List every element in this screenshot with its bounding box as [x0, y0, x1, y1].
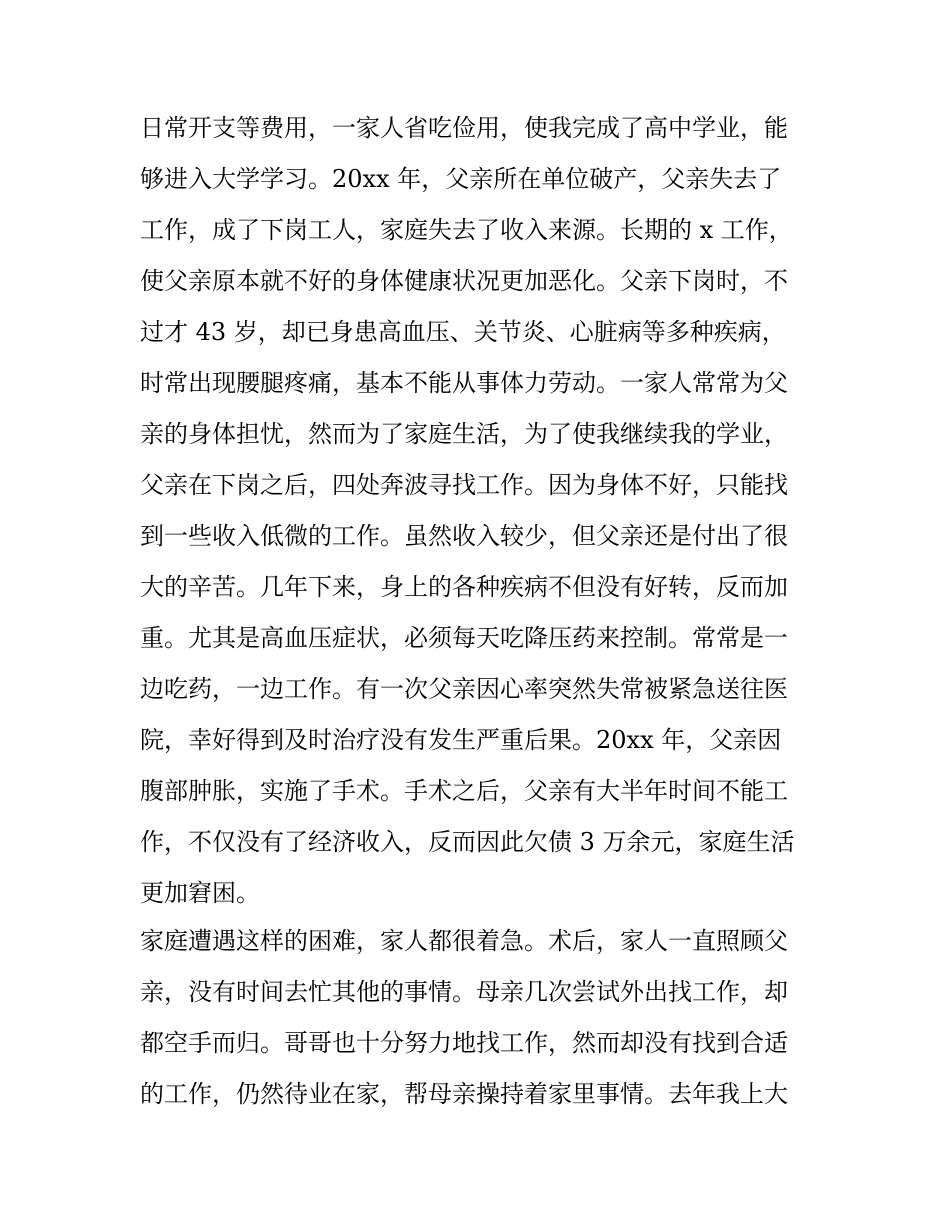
- text-line: 够进入大学学习。20xx 年，父亲所在单位破产，父亲失去了: [140, 165, 782, 193]
- text-line: 更加窘困。: [140, 879, 260, 907]
- text-line: 家庭遭遇这样的困难，家人都很着急。术后，家人一直照顾父: [140, 927, 788, 955]
- text-line: 腹部肿胀，实施了手术。手术之后，父亲有大半年时间不能工: [140, 777, 788, 805]
- text-line: 使父亲原本就不好的身体健康状况更加恶化。父亲下岗时，不: [140, 267, 788, 295]
- text-line: 都空手而归。哥哥也十分努力地找工作，然而却没有找到合适: [140, 1029, 788, 1057]
- text-line: 时常出现腰腿疼痛，基本不能从事体力劳动。一家人常常为父: [140, 369, 788, 397]
- text-line: 亲的身体担忧，然而为了家庭生活，为了使我继续我的学业，: [140, 420, 788, 448]
- text-line: 院，幸好得到及时治疗没有发生严重后果。20xx 年，父亲因: [140, 726, 782, 754]
- text-line: 重。尤其是高血压症状，必须每天吃降压药来控制。常常是一: [140, 624, 788, 652]
- text-line: 作，不仅没有了经济收入，反而因此欠债 3 万余元，家庭生活: [140, 828, 795, 856]
- text-line: 父亲在下岗之后，四处奔波寻找工作。因为身体不好，只能找: [140, 471, 788, 499]
- text-line: 亲，没有时间去忙其他的事情。母亲几次尝试外出找工作，却: [140, 978, 788, 1006]
- text-line: 过才 43 岁，却已身患高血压、关节炎、心脏病等多种疾病，: [140, 318, 786, 346]
- text-line: 的工作，仍然待业在家，帮母亲操持着家里事情。去年我上大: [140, 1080, 788, 1108]
- text-line: 工作，成了下岗工人，家庭失去了收入来源。长期的 x 工作，: [140, 216, 793, 244]
- text-line: 边吃药，一边工作。有一次父亲因心率突然失常被紧急送往医: [140, 675, 788, 703]
- text-line: 大的辛苦。几年下来，身上的各种疾病不但没有好转，反而加: [140, 573, 788, 601]
- text-line: 日常开支等费用，一家人省吃俭用，使我完成了高中学业，能: [140, 114, 788, 142]
- text-line: 到一些收入低微的工作。虽然收入较少，但父亲还是付出了很: [140, 522, 788, 550]
